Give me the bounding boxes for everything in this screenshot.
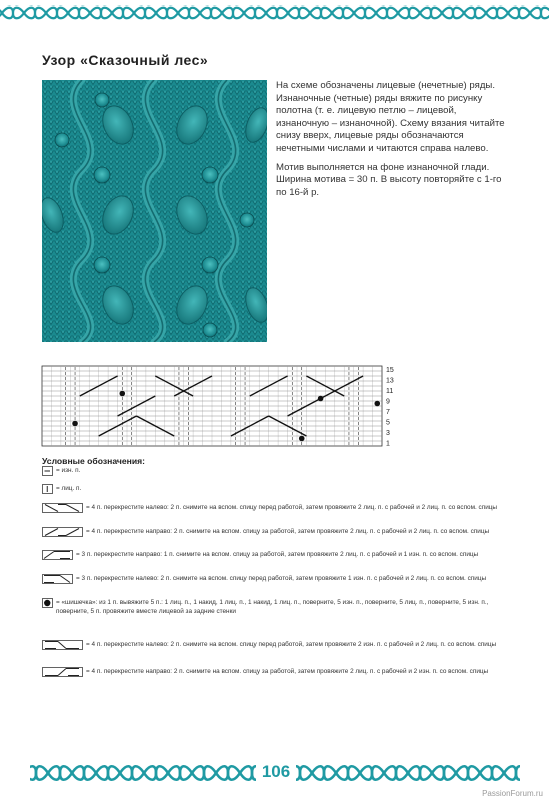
chart-row-numbers (386, 367, 394, 448)
watermark: PassionForum.ru (482, 789, 543, 798)
legend-item-text: = 3 п. перекрестите направо: 1 п. снимите на вспом. спицу за работой, затем провяжите 2 лиц. п. с рабочей и 1 изн. п. со вспом. спицы (76, 551, 479, 558)
purl-icon (42, 466, 53, 479)
row-number-13: 13 (386, 377, 394, 385)
knitting-chart (40, 364, 398, 448)
row-number-9: 9 (386, 398, 390, 406)
row-number-7: 7 (386, 409, 390, 416)
legend-item (42, 503, 512, 516)
bobble-mark (374, 401, 380, 407)
legend-item (42, 667, 512, 680)
description-paragraph-2: Мотив выполняется на фоне изнаночной глади. Ширина мотива = 30 п. В высоту повторяйте с 1-го по 16-й р. (276, 161, 502, 198)
legend-item (42, 527, 512, 540)
row-number-5: 5 (386, 419, 390, 427)
top-ornament-border (0, 0, 549, 26)
legend-item (42, 466, 512, 479)
pattern-title: Узор «Сказочный лес» (42, 52, 209, 68)
row-number-1: 1 (386, 440, 390, 448)
legend-item-text: = 3 п. перекрестите налево: 2 п. снимите на вспом. спицу перед работой, затем провяжите 1 изн. п. с рабочей и 2 лиц. п. со вспом. спицы (76, 575, 487, 582)
chart-grid (42, 366, 382, 446)
legend-item-text: = 4 п. перекрестите налево: 2 п. снимите на вспом. спицу перед работой, затем провяжите 2 изн. п. с рабочей и 2 лиц. п. со вспом. спицы (86, 641, 497, 648)
bobble-mark (318, 396, 324, 402)
legend-item (42, 598, 512, 616)
bobble-mark (119, 391, 125, 397)
bobble-mark (299, 436, 305, 442)
cable-3-left-icon (42, 574, 73, 587)
knit-icon (42, 484, 53, 497)
legend-item-text: = 4 п. перекрестите направо: 2 п. снимите на вспом. спицу за работой, затем провяжите 2 лиц. п. с рабочей и 2 лиц. п. со вспом. спицы (86, 528, 490, 535)
legend-item-text: = «шишечка»: из 1 п. вывяжите 5 п.: 1 лиц. п., 1 накид, 1 лиц. п., 1 накид, 1 лиц. п., поверните, 5 изн. п., поверните, 5 лиц. п., поверните, 5 изн. п., поверните, 5 п. провяжите вместе лицевой за задние стенки (56, 599, 489, 615)
legend-item-text: = изн. п. (56, 467, 81, 474)
legend-item (42, 640, 512, 653)
legend-item (42, 550, 512, 563)
row-number-11: 11 (386, 388, 394, 395)
cable-3-right-icon (42, 550, 73, 563)
cable-4-left-icon (42, 503, 83, 516)
knitted-swatch-photo (42, 80, 267, 342)
row-number-3: 3 (386, 430, 390, 437)
page-number: 106 (256, 759, 296, 785)
bobble-icon (42, 598, 53, 611)
cable-4-right-icon (42, 527, 83, 540)
cable-4-left-purl-icon (42, 640, 83, 653)
legend-item (42, 484, 512, 497)
row-number-15: 15 (386, 367, 394, 374)
description-paragraph-1: На схеме обозначены лицевые (нечетные) ряды. Изнаночные (четные) ряды вяжите по рисунку полотна (т. е. лицевую петлю – лицевой, изнаночную – изнаночной). Схему вязания читайте снизу вверх, лицевые ряды обозначаются нечетными числами и читаются справа налево. (276, 80, 505, 154)
legend-item (42, 574, 512, 587)
legend-item-text: = лиц. п. (56, 485, 82, 492)
legend-item-text: = 4 п. перекрестите направо: 2 п. снимите на вспом. спицу за работой, затем провяжите 2 лиц. п. с рабочей и 2 изн. п. со вспом. спицы (86, 668, 489, 675)
description-block (276, 80, 506, 205)
legend-item-text: = 4 п. перекрестите налево: 2 п. снимите на вспом. спицу перед работой, затем провяжите 2 лиц. п. с рабочей и 2 лиц. п. со вспом. спицы (86, 504, 498, 511)
legend-heading: Условные обозначения: (42, 456, 145, 466)
cable-4-right-purl-icon (42, 667, 83, 680)
bobble-mark (72, 421, 78, 427)
